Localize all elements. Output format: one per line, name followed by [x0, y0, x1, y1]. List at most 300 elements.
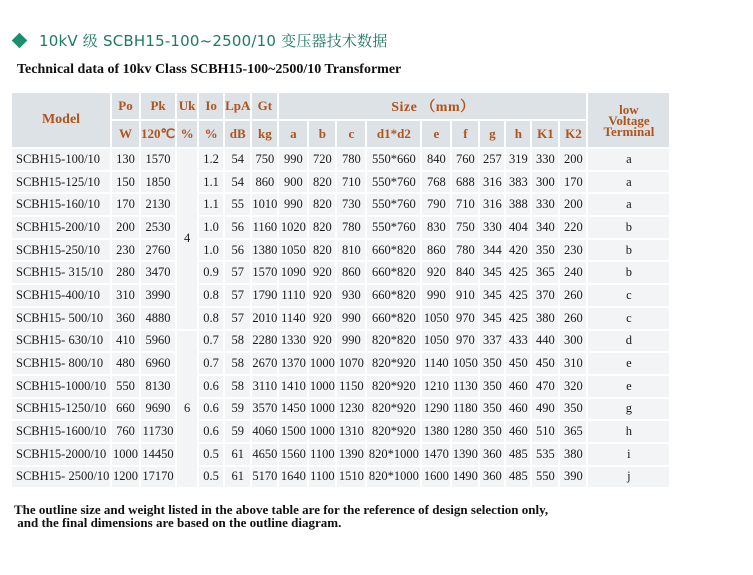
cell-lpa: 54 — [225, 172, 250, 193]
cell-b: 1100 — [309, 444, 335, 465]
cell-a: 1450 — [279, 399, 307, 420]
table-row — [12, 376, 669, 397]
size-col-a: a — [279, 121, 307, 147]
cell-term: b — [588, 262, 669, 283]
size-col-h: h — [506, 121, 530, 147]
cell-d: 820*920 — [367, 376, 420, 397]
cell-h: 485 — [506, 444, 530, 465]
table-row — [12, 353, 669, 374]
cell-lpa: 61 — [225, 467, 250, 488]
unit-pk: 120℃ — [141, 121, 175, 147]
cell-d: 820*1000 — [367, 467, 420, 488]
section-title — [10, 30, 388, 51]
cell-g: 316 — [480, 172, 504, 193]
cell-e: 1380 — [422, 421, 450, 442]
cell-io: 0.9 — [199, 262, 223, 283]
cell-k2: 390 — [560, 467, 586, 488]
cell-a: 1370 — [279, 353, 307, 374]
cell-h: 425 — [506, 262, 530, 283]
size-col-g: g — [480, 121, 504, 147]
cell-h: 450 — [506, 353, 530, 374]
header-gt: Gt — [252, 93, 277, 119]
cell-g: 316 — [480, 194, 504, 215]
cell-lpa: 57 — [225, 262, 250, 283]
cell-po: 310 — [112, 285, 139, 306]
cell-pk: 8130 — [141, 376, 175, 397]
cell-c: 710 — [337, 172, 365, 193]
cell-k1: 340 — [532, 217, 558, 238]
cell-k2: 240 — [560, 262, 586, 283]
cell-gt: 2280 — [252, 331, 277, 352]
cell-model: SCBH15-160/10 — [12, 194, 110, 215]
cell-k1: 440 — [532, 331, 558, 352]
cell-c: 780 — [337, 149, 365, 170]
cell-d: 820*920 — [367, 353, 420, 374]
cell-b: 1000 — [309, 421, 335, 442]
cell-term: c — [588, 285, 669, 306]
cell-h: 460 — [506, 376, 530, 397]
cell-c: 780 — [337, 217, 365, 238]
cell-term: h — [588, 421, 669, 442]
unit-gt: kg — [252, 121, 277, 147]
table-row — [12, 149, 669, 170]
cell-po: 150 — [112, 172, 139, 193]
cell-c: 1510 — [337, 467, 365, 488]
subtitle-english: Technical data of 10kv Class SCBH15-100~2500/10 Transformer — [17, 62, 402, 77]
cell-gt: 1160 — [252, 217, 277, 238]
cell-term: c — [588, 308, 669, 329]
cell-lpa: 57 — [225, 308, 250, 329]
cell-pk: 2130 — [141, 194, 175, 215]
cell-e: 1140 — [422, 353, 450, 374]
header-terminal-line: Terminal — [603, 123, 655, 139]
cell-io: 1.1 — [199, 172, 223, 193]
cell-g: 345 — [480, 285, 504, 306]
cell-f: 910 — [452, 285, 478, 306]
cell-b: 920 — [309, 285, 335, 306]
cell-gt: 1790 — [252, 285, 277, 306]
cell-f: 780 — [452, 240, 478, 261]
footnote — [14, 503, 548, 529]
cell-c: 730 — [337, 194, 365, 215]
cell-po: 360 — [112, 308, 139, 329]
cell-f: 1390 — [452, 444, 478, 465]
cell-e: 860 — [422, 240, 450, 261]
cell-e: 1600 — [422, 467, 450, 488]
cell-gt: 5170 — [252, 467, 277, 488]
cell-f: 1050 — [452, 353, 478, 374]
cell-model: SCBH15-400/10 — [12, 285, 110, 306]
cell-a: 1020 — [279, 217, 307, 238]
cell-h: 404 — [506, 217, 530, 238]
cell-e: 920 — [422, 262, 450, 283]
cell-g: 344 — [480, 240, 504, 261]
header-low-voltage-terminal — [588, 93, 669, 147]
size-col-d1d2: d1*d2 — [367, 121, 420, 147]
cell-gt: 750 — [252, 149, 277, 170]
cell-po: 1000 — [112, 444, 139, 465]
cell-e: 1050 — [422, 331, 450, 352]
cell-e: 840 — [422, 149, 450, 170]
cell-po: 760 — [112, 421, 139, 442]
cell-io: 0.8 — [199, 308, 223, 329]
cell-model: SCBH15-1250/10 — [12, 399, 110, 420]
cell-d: 660*820 — [367, 285, 420, 306]
cell-gt: 1380 — [252, 240, 277, 261]
cell-lpa: 59 — [225, 421, 250, 442]
cell-model: SCBH15-2000/10 — [12, 444, 110, 465]
header-row-1 — [12, 93, 669, 119]
header-row-2 — [12, 121, 669, 147]
cell-d: 550*760 — [367, 194, 420, 215]
cell-f: 840 — [452, 262, 478, 283]
cell-b: 820 — [309, 172, 335, 193]
cell-gt: 860 — [252, 172, 277, 193]
table-row — [12, 172, 669, 193]
cell-g: 330 — [480, 217, 504, 238]
cell-k1: 330 — [532, 149, 558, 170]
cell-k1: 535 — [532, 444, 558, 465]
cell-po: 660 — [112, 399, 139, 420]
header-lpa: LpA — [225, 93, 250, 119]
cell-k1: 550 — [532, 467, 558, 488]
cell-g: 350 — [480, 399, 504, 420]
cell-f: 1180 — [452, 399, 478, 420]
cell-e: 1470 — [422, 444, 450, 465]
cell-b: 820 — [309, 194, 335, 215]
table-row — [12, 308, 669, 329]
cell-k2: 380 — [560, 444, 586, 465]
cell-k1: 370 — [532, 285, 558, 306]
cell-term: b — [588, 217, 669, 238]
cell-gt: 4060 — [252, 421, 277, 442]
cell-term: a — [588, 149, 669, 170]
cell-uk-group: 4 — [177, 149, 197, 329]
cell-term: a — [588, 172, 669, 193]
cell-c: 860 — [337, 262, 365, 283]
transformer-spec-table — [10, 91, 671, 489]
cell-f: 760 — [452, 149, 478, 170]
cell-g: 360 — [480, 467, 504, 488]
cell-k2: 260 — [560, 285, 586, 306]
cell-h: 433 — [506, 331, 530, 352]
cell-lpa: 56 — [225, 217, 250, 238]
cell-pk: 3990 — [141, 285, 175, 306]
cell-k2: 320 — [560, 376, 586, 397]
cell-pk: 2760 — [141, 240, 175, 261]
cell-d: 550*760 — [367, 172, 420, 193]
cell-lpa: 54 — [225, 149, 250, 170]
cell-pk: 2530 — [141, 217, 175, 238]
cell-lpa: 61 — [225, 444, 250, 465]
unit-uk: % — [177, 121, 197, 147]
cell-model: SCBH15- 800/10 — [12, 353, 110, 374]
cell-lpa: 57 — [225, 285, 250, 306]
cell-f: 970 — [452, 308, 478, 329]
cell-po: 230 — [112, 240, 139, 261]
cell-model: SCBH15-125/10 — [12, 172, 110, 193]
size-col-k2: K2 — [560, 121, 586, 147]
table-row — [12, 331, 669, 352]
size-col-e: e — [422, 121, 450, 147]
table-body — [12, 149, 669, 487]
cell-e: 1050 — [422, 308, 450, 329]
cell-h: 460 — [506, 399, 530, 420]
cell-k2: 260 — [560, 308, 586, 329]
cell-k2: 200 — [560, 149, 586, 170]
cell-d: 550*760 — [367, 217, 420, 238]
cell-f: 1280 — [452, 421, 478, 442]
header-io: Io — [199, 93, 223, 119]
cell-a: 900 — [279, 172, 307, 193]
cell-f: 1130 — [452, 376, 478, 397]
cell-b: 1000 — [309, 353, 335, 374]
cell-po: 550 — [112, 376, 139, 397]
cell-b: 920 — [309, 308, 335, 329]
cell-f: 710 — [452, 194, 478, 215]
cell-io: 0.6 — [199, 421, 223, 442]
cell-c: 1150 — [337, 376, 365, 397]
cell-d: 660*820 — [367, 240, 420, 261]
cell-b: 820 — [309, 217, 335, 238]
table-row — [12, 399, 669, 420]
table-row — [12, 217, 669, 238]
cell-term: j — [588, 467, 669, 488]
cell-b: 1100 — [309, 467, 335, 488]
cell-pk: 14450 — [141, 444, 175, 465]
cell-a: 1050 — [279, 240, 307, 261]
cell-e: 990 — [422, 285, 450, 306]
cell-po: 130 — [112, 149, 139, 170]
cell-pk: 11730 — [141, 421, 175, 442]
cell-pk: 17170 — [141, 467, 175, 488]
cell-h: 425 — [506, 285, 530, 306]
cell-gt: 1570 — [252, 262, 277, 283]
cell-io: 1.0 — [199, 240, 223, 261]
cell-h: 383 — [506, 172, 530, 193]
table-row — [12, 285, 669, 306]
table-row — [12, 467, 669, 488]
cell-k2: 170 — [560, 172, 586, 193]
cell-h: 460 — [506, 421, 530, 442]
cell-c: 1070 — [337, 353, 365, 374]
cell-term: e — [588, 353, 669, 374]
cell-io: 0.6 — [199, 399, 223, 420]
cell-a: 990 — [279, 194, 307, 215]
size-col-k1: K1 — [532, 121, 558, 147]
footnote-line-2: and the final dimensions are based on the outline diagram. — [14, 515, 342, 530]
cell-model: SCBH15- 630/10 — [12, 331, 110, 352]
cell-io: 0.6 — [199, 376, 223, 397]
cell-a: 990 — [279, 149, 307, 170]
cell-pk: 1850 — [141, 172, 175, 193]
cell-lpa: 58 — [225, 331, 250, 352]
cell-d: 820*920 — [367, 421, 420, 442]
cell-uk-group: 6 — [177, 331, 197, 488]
table-row — [12, 240, 669, 261]
cell-term: g — [588, 399, 669, 420]
cell-h: 388 — [506, 194, 530, 215]
cell-b: 920 — [309, 331, 335, 352]
unit-lpa: dB — [225, 121, 250, 147]
cell-term: d — [588, 331, 669, 352]
cell-lpa: 58 — [225, 376, 250, 397]
diamond-bullet-icon — [12, 33, 28, 49]
cell-gt: 3570 — [252, 399, 277, 420]
header-model: Model — [12, 93, 110, 147]
table-row — [12, 194, 669, 215]
cell-model: SCBH15-250/10 — [12, 240, 110, 261]
cell-k2: 200 — [560, 194, 586, 215]
cell-k1: 510 — [532, 421, 558, 442]
table-row — [12, 444, 669, 465]
cell-b: 820 — [309, 240, 335, 261]
size-col-c: c — [337, 121, 365, 147]
cell-g: 350 — [480, 421, 504, 442]
cell-po: 200 — [112, 217, 139, 238]
cell-b: 1000 — [309, 376, 335, 397]
cell-k1: 450 — [532, 353, 558, 374]
cell-c: 930 — [337, 285, 365, 306]
cell-d: 660*820 — [367, 308, 420, 329]
header-low-line: low — [619, 101, 639, 117]
cell-f: 970 — [452, 331, 478, 352]
cell-d: 550*660 — [367, 149, 420, 170]
cell-f: 1490 — [452, 467, 478, 488]
header-pk: Pk — [141, 93, 175, 119]
cell-pk: 5960 — [141, 331, 175, 352]
footnote-line-1: The outline size and weight listed in the above table are for the reference of design selection only, — [14, 502, 549, 517]
cell-k2: 310 — [560, 353, 586, 374]
cell-a: 1560 — [279, 444, 307, 465]
cell-model: SCBH15-1600/10 — [12, 421, 110, 442]
cell-gt: 1010 — [252, 194, 277, 215]
cell-a: 1330 — [279, 331, 307, 352]
cell-b: 1000 — [309, 399, 335, 420]
cell-k2: 300 — [560, 331, 586, 352]
size-col-b: b — [309, 121, 335, 147]
cell-e: 790 — [422, 194, 450, 215]
cell-k1: 490 — [532, 399, 558, 420]
cell-c: 1310 — [337, 421, 365, 442]
cell-k2: 230 — [560, 240, 586, 261]
cell-c: 990 — [337, 308, 365, 329]
table-row — [12, 421, 669, 442]
cell-model: SCBH15-1000/10 — [12, 376, 110, 397]
cell-po: 480 — [112, 353, 139, 374]
cell-lpa: 58 — [225, 353, 250, 374]
cell-pk: 3470 — [141, 262, 175, 283]
cell-k1: 470 — [532, 376, 558, 397]
cell-h: 319 — [506, 149, 530, 170]
cell-k2: 365 — [560, 421, 586, 442]
cell-term: b — [588, 240, 669, 261]
cell-io: 1.0 — [199, 217, 223, 238]
header-size: Size （mm） — [279, 93, 586, 119]
cell-k1: 330 — [532, 194, 558, 215]
unit-io: % — [199, 121, 223, 147]
cell-a: 1140 — [279, 308, 307, 329]
cell-pk: 1570 — [141, 149, 175, 170]
cell-term: a — [588, 194, 669, 215]
cell-io: 0.7 — [199, 331, 223, 352]
cell-a: 1500 — [279, 421, 307, 442]
cell-io: 0.8 — [199, 285, 223, 306]
cell-e: 830 — [422, 217, 450, 238]
cell-k2: 350 — [560, 399, 586, 420]
cell-c: 1390 — [337, 444, 365, 465]
cell-po: 410 — [112, 331, 139, 352]
header-uk: Uk — [177, 93, 197, 119]
cell-b: 720 — [309, 149, 335, 170]
cell-h: 485 — [506, 467, 530, 488]
cell-g: 350 — [480, 376, 504, 397]
cell-k2: 220 — [560, 217, 586, 238]
cell-po: 280 — [112, 262, 139, 283]
cell-b: 920 — [309, 262, 335, 283]
cell-po: 170 — [112, 194, 139, 215]
cell-gt: 2670 — [252, 353, 277, 374]
cell-g: 337 — [480, 331, 504, 352]
cell-io: 1.1 — [199, 194, 223, 215]
cell-d: 820*1000 — [367, 444, 420, 465]
cell-h: 420 — [506, 240, 530, 261]
cell-f: 750 — [452, 217, 478, 238]
cell-model: SCBH15- 2500/10 — [12, 467, 110, 488]
cell-lpa: 56 — [225, 240, 250, 261]
cell-pk: 9690 — [141, 399, 175, 420]
cell-k1: 365 — [532, 262, 558, 283]
cell-term: e — [588, 376, 669, 397]
cell-model: SCBH15-200/10 — [12, 217, 110, 238]
cell-io: 0.5 — [199, 444, 223, 465]
cell-model: SCBH15-100/10 — [12, 149, 110, 170]
cell-k1: 300 — [532, 172, 558, 193]
cell-a: 1640 — [279, 467, 307, 488]
cell-lpa: 59 — [225, 399, 250, 420]
cell-gt: 4650 — [252, 444, 277, 465]
cell-io: 0.7 — [199, 353, 223, 374]
header-po: Po — [112, 93, 139, 119]
size-col-f: f — [452, 121, 478, 147]
cell-gt: 2010 — [252, 308, 277, 329]
cell-a: 1110 — [279, 285, 307, 306]
table-row — [12, 262, 669, 283]
cell-c: 990 — [337, 331, 365, 352]
cell-pk: 4880 — [141, 308, 175, 329]
cell-g: 350 — [480, 353, 504, 374]
cell-e: 1290 — [422, 399, 450, 420]
cell-po: 1200 — [112, 467, 139, 488]
cell-g: 345 — [480, 308, 504, 329]
cell-g: 257 — [480, 149, 504, 170]
cell-a: 1090 — [279, 262, 307, 283]
header-voltage-line: Voltage — [608, 112, 650, 128]
cell-pk: 6960 — [141, 353, 175, 374]
cell-f: 688 — [452, 172, 478, 193]
cell-io: 0.5 — [199, 467, 223, 488]
cell-c: 1230 — [337, 399, 365, 420]
cell-io: 1.2 — [199, 149, 223, 170]
cell-g: 360 — [480, 444, 504, 465]
cell-model: SCBH15- 500/10 — [12, 308, 110, 329]
cell-g: 345 — [480, 262, 504, 283]
cell-lpa: 55 — [225, 194, 250, 215]
cell-k1: 380 — [532, 308, 558, 329]
cell-a: 1410 — [279, 376, 307, 397]
cell-h: 425 — [506, 308, 530, 329]
cell-term: i — [588, 444, 669, 465]
